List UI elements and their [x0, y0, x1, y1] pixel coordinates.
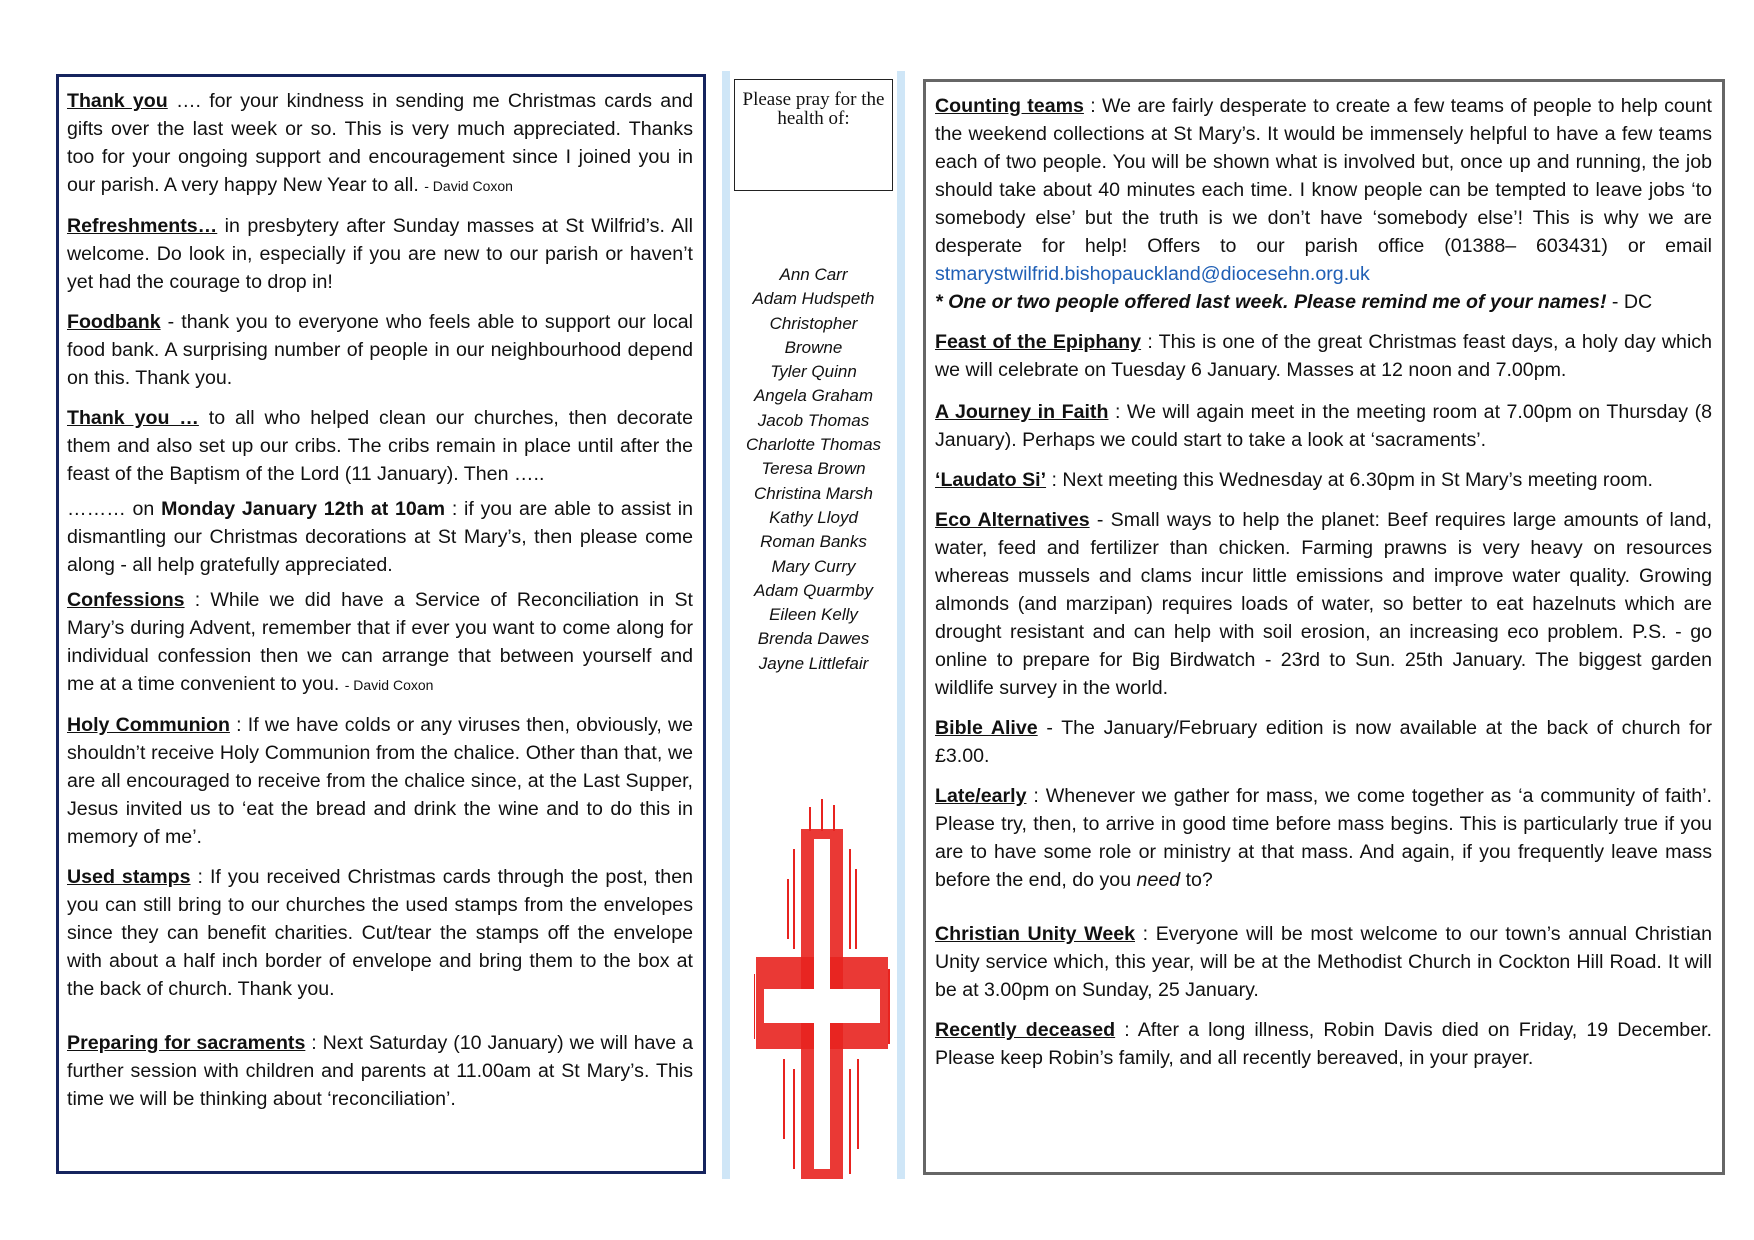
prayer-name: Adam Hudspeth [752, 289, 875, 309]
signature: - David Coxon [424, 178, 513, 194]
prayer-name: Tyler Quinn [770, 362, 857, 382]
notice-recently-deceased: Recently deceased : After a long illness, Robin Davis died on Friday, 19 December. Please keep Robin’s family, and all recently bereaved, in your prayer. [935, 1019, 1712, 1069]
notice-heading: Feast of the Epiphany [935, 331, 1142, 353]
left-column [56, 74, 706, 1174]
notice-heading: Used stamps [67, 866, 191, 888]
notice-journey-in-faith: A Journey in Faith : We will again meet in the meeting room at 7.00pm on Thursday (8 January). Perhaps we could start to take a look at ‘sacraments’. [935, 401, 1712, 451]
counting-note: * One or two people offered last week. Please remind me of your names! [935, 291, 1607, 313]
notice-heading: Recently deceased [935, 1019, 1116, 1041]
notice-heading: Confessions [67, 589, 185, 611]
prayer-name: Mary Curry [771, 556, 856, 576]
prayer-name: Jayne Littlefair [758, 653, 869, 673]
notice-heading: A Journey in Faith [935, 401, 1109, 423]
notice-counting-teams: Counting teams : We are fairly desperate to create a few teams of people to help count the weekend collections at St Mary’s. It would be immensely helpful to have a few teams each of two people. You will be shown what is involved but, once up and running, the job should take about 40 minutes each time. I know people can be tempted to leave jobs ‘to somebody else’ but the truth is we don’t have ‘somebody else’! This is why we are desperate for help! Offers to our parish office (01388– 603431) or email stmarystwilfrid.bishopauckland@diocesehn.org.uk * One or two people offered last week. Please remind me of your names! - DC [935, 95, 1713, 313]
notice-sacraments: Preparing for sacraments : Next Saturday (10 January) we will have a further session with children and parents at 11.00am at St Mary’s. This time we will be thinking about ‘reconciliation’. [67, 1032, 693, 1110]
prayer-title-box [734, 79, 893, 191]
notice-refreshments: Refreshments… in presbytery after Sunday masses at St Wilfrid’s. All welcome. Do look in, especially if you are new to our parish or haven’t yet had the courage to drop in! [67, 215, 693, 293]
notice-heading: Holy Communion [67, 714, 230, 736]
notice-holy-communion: Holy Communion : If we have colds or any viruses then, obviously, we shouldn’t receive Holy Communion from the chalice. Other than that, we are all encouraged to receive from the chalice since, at the Last Supper, Jesus invited us to ‘eat the bread and drink the wine and to do this in memory of me’. [67, 714, 693, 848]
notice-heading: ‘Laudato Si’ [935, 469, 1047, 491]
prayer-name: Brenda Dawes [757, 629, 870, 649]
notice-foodbank: Foodbank - thank you to everyone who feels able to support our local food bank. A surprising number of people in our neighbourhood depend on this. Thank you. [67, 311, 693, 389]
notice-christian-unity: Christian Unity Week : Everyone will be most welcome to our town’s annual Christian Unity service which, this year, will be at the Methodist Church in Cockton Hill Road. It will be at 3.00pm on Sunday, 25 January. [935, 923, 1713, 1001]
notice-heading: Bible Alive [935, 717, 1038, 739]
prayer-name: Angela Graham [753, 386, 874, 406]
notice-heading: Foodbank [67, 311, 161, 333]
prayer-name: Charlotte Thomas [745, 435, 882, 455]
cross-icon [754, 799, 890, 1179]
notice-epiphany: Feast of the Epiphany : This is one of the great Christmas feast days, a holy day which we will celebrate on Tuesday 6 January. Masses at 12 noon and 7.00pm. [935, 331, 1712, 381]
notice-heading: Thank you [67, 90, 168, 112]
notice-bible-alive: Bible Alive - The January/February edition is now available at the back of church for £3.00. [935, 717, 1713, 767]
prayer-name: Adam Quarmby [753, 580, 874, 600]
signature: - David Coxon [344, 677, 434, 693]
notice-eco-alternatives: Eco Alternatives - Small ways to help the planet: Beef requires large amounts of land, water, feed and fertilizer than chicken. Farming prawns is very heavy on resources whereas mussels and clams incur little emissions and improve water quality. Growing almonds (and marzipan) requires loads of water, so better to eat hazelnuts which are drought resistant and can help with soil erosion, an increasing eco problem. P.S. - go online to prepare for Big Birdwatch - 23rd to Sun. 25th January. The biggest garden wildlife survey in the world. [935, 509, 1712, 699]
prayer-panel [730, 71, 897, 1179]
prayer-name: Christopher [769, 313, 858, 333]
notice-heading: Thank you … [67, 407, 199, 429]
prayer-name: Teresa Brown [761, 459, 866, 479]
email-link[interactable]: stmarystwilfrid.bishopauckland@diocesehn.org.uk [935, 263, 1370, 285]
prayer-name: Browne [784, 337, 843, 357]
notice-confessions: Confessions : While we did have a Service of Reconciliation in St Mary’s during Advent, remember that if ever you want to come along for individual confession then we can arrange that between yourself and me at a time convenient to you. - David Coxon [67, 589, 693, 695]
prayer-name: Jacob Thomas [757, 410, 870, 430]
prayer-names-list [730, 263, 897, 676]
notice-heading: Late/early [935, 785, 1027, 807]
notice-laudato-si: ‘Laudato Si’ : Next meeting this Wednesday at 6.30pm in St Mary’s meeting room. [935, 469, 1654, 491]
notice-thank-you-cards: Thank you …. for your kindness in sending me Christmas cards and gifts over the last week or so. This is very much appreciated. Thanks too for your ongoing support and encouragement since I joined you in our parish. A very happy New Year to all. - David Coxon [67, 90, 694, 196]
prayer-column [722, 71, 905, 1179]
prayer-name: Eileen Kelly [769, 605, 858, 625]
notice-dismantling: ……… on Monday January 12th at 10am : if you are able to assist in dismantling our Christmas decorations at St Mary’s, then please come along - all help gratefully appreciated. [67, 498, 694, 576]
notice-thank-you-cleaning: Thank you … to all who helped clean our churches, then decorate them and also set up our cribs. The cribs remain in place until after the feast of the Baptism of the Lord (11 January). Then ….. [67, 407, 693, 485]
prayer-name: Ann Carr [779, 265, 848, 284]
notice-heading: Christian Unity Week [935, 923, 1136, 945]
prayer-name: Kathy Lloyd [769, 507, 858, 527]
notice-late-early: Late/early : Whenever we gather for mass, we come together as ‘a community of faith’. Please try, then, to arrive in good time before mass begins. This is particularly true if you are to have some role or ministry at that mass. And again, if you frequently leave mass before the end, do you need to? [935, 785, 1712, 891]
prayer-title: Please pray for the health of: [742, 89, 885, 129]
prayer-name: Roman Banks [760, 532, 867, 552]
notice-used-stamps: Used stamps : If you received Christmas cards through the post, then you can still bring to our churches the used stamps from the envelopes since they can benefit charities. Cut/tear the stamps off the envelope with about a half inch border of envelope and bring them to the box at the back of church. Thank you. [67, 866, 693, 1000]
notice-heading: Preparing for sacraments [67, 1032, 306, 1054]
prayer-name: Christina Marsh [753, 483, 874, 503]
notice-heading: Counting teams [935, 95, 1084, 117]
right-column [923, 79, 1725, 1175]
notice-heading: Refreshments… [67, 215, 218, 237]
notice-heading: Eco Alternatives [935, 509, 1090, 531]
